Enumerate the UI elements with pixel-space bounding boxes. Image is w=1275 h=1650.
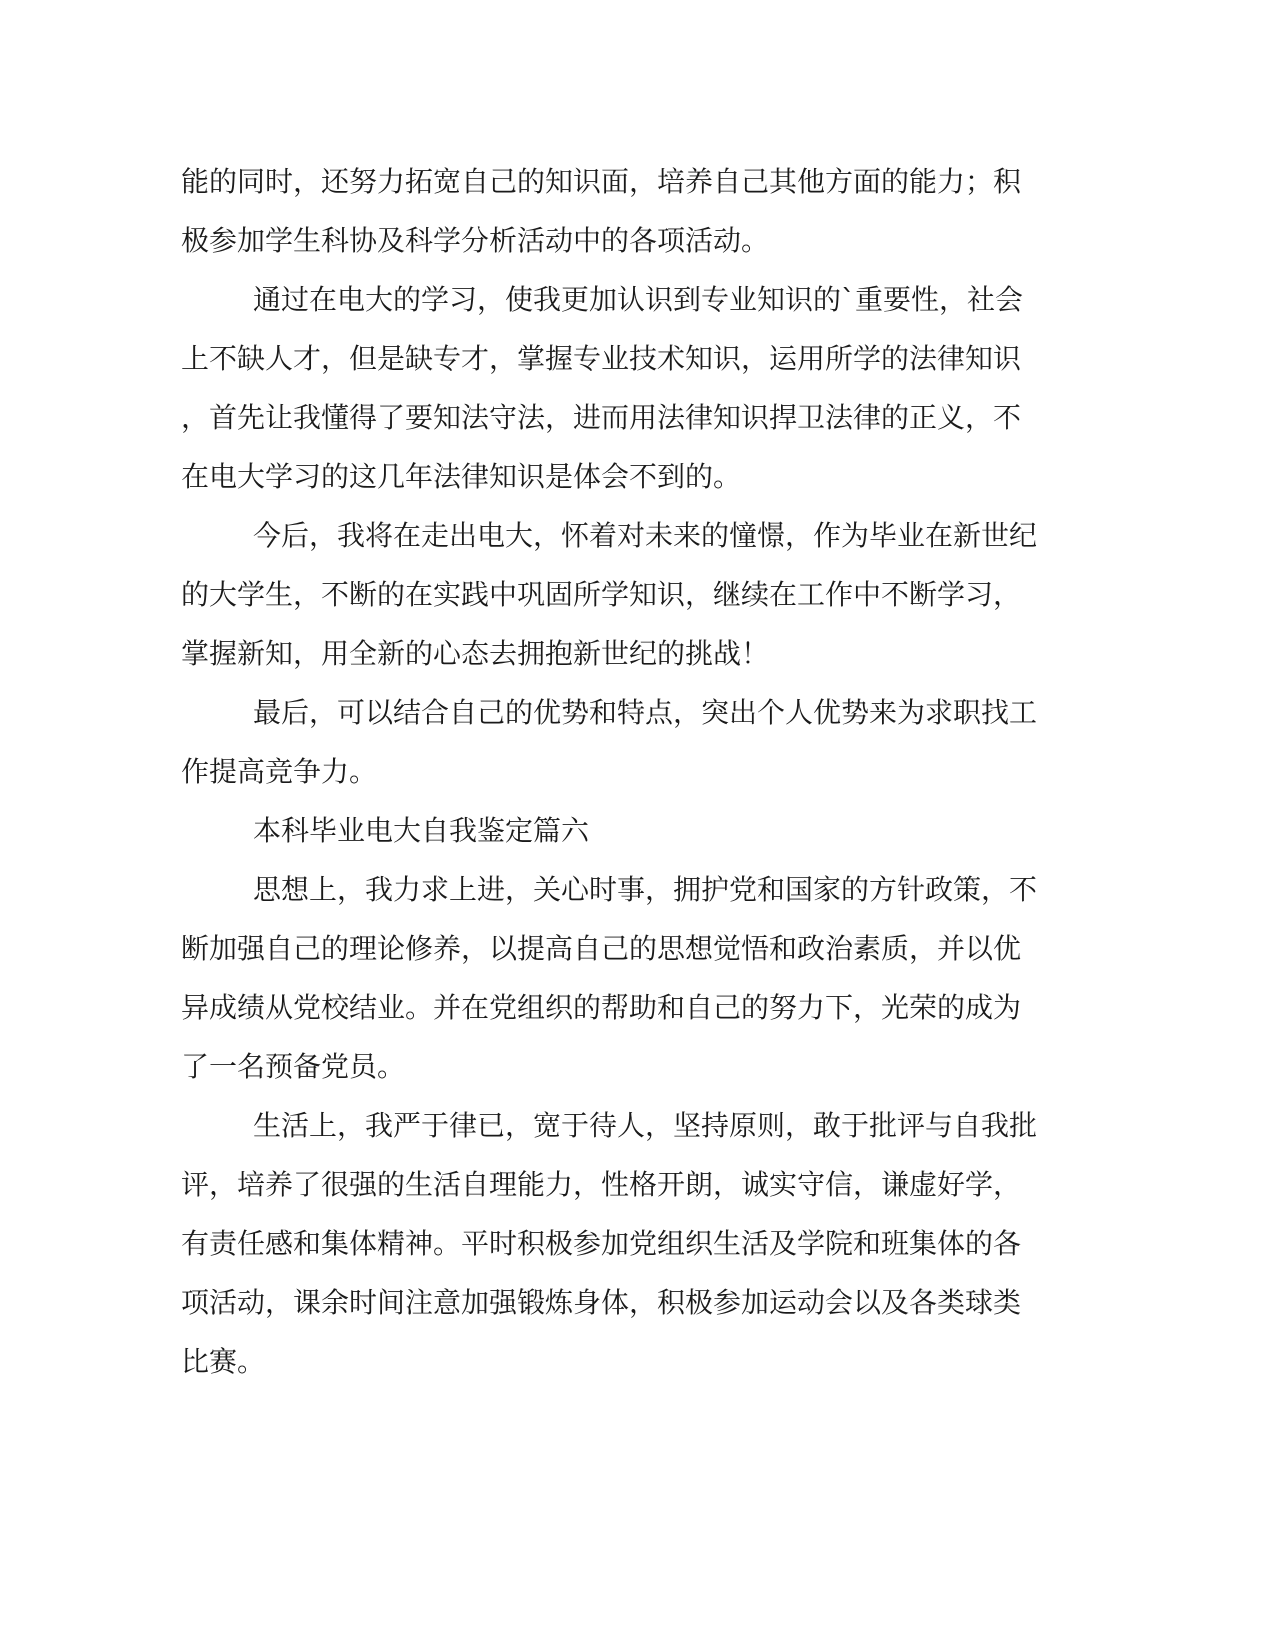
- text-line: 断加强自己的理论修养，以提高自己的思想觉悟和政治素质，并以优: [181, 932, 1022, 965]
- text-line: 最后，可以结合自己的优势和特点，突出个人优势来为求职找工: [253, 696, 1038, 729]
- paragraph-1: [181, 152, 1061, 270]
- text-line: 异成绩从党校结业。并在党组织的帮助和自己的努力下，光荣的成为: [181, 991, 1022, 1024]
- text-line: 作提高竞争力。: [181, 755, 378, 788]
- text-line: 项活动，课余时间注意加强锻炼身体，积极参加运动会以及各类球类: [181, 1286, 1022, 1319]
- text-line: 思想上，我力求上进，关心时事，拥护党和国家的方针政策，不: [253, 873, 1038, 906]
- paragraph-2: [181, 270, 1061, 506]
- text-line: 了一名预备党员。: [181, 1050, 406, 1083]
- paragraph-3: [181, 506, 1061, 683]
- paragraph-4: [181, 683, 1061, 801]
- section-heading: [181, 801, 1061, 860]
- text-line: 在电大学习的这几年法律知识是体会不到的。: [181, 460, 742, 493]
- text-line: 生活上，我严于律已，宽于待人，坚持原则，敢于批评与自我批: [253, 1109, 1038, 1142]
- text-line: 能的同时，还努力拓宽自己的知识面，培养自己其他方面的能力；积: [181, 165, 1022, 198]
- text-line: 评，培养了很强的生活自理能力，性格开朗，诚实守信，谦虚好学，: [181, 1168, 1022, 1201]
- text-line: 上不缺人才，但是缺专才，掌握专业技术知识，运用所学的法律知识: [181, 342, 1022, 375]
- paragraph-5: [181, 860, 1061, 1096]
- text-line: 比赛。: [181, 1345, 266, 1378]
- text-line: 有责任感和集体精神。平时积极参加党组织生活及学院和班集体的各: [181, 1227, 1022, 1260]
- text-line: ，首先让我懂得了要知法守法，进而用法律知识捍卫法律的正义，不: [181, 401, 1022, 434]
- text-line: 通过在电大的学习，使我更加认识到专业知识的`重要性，社会: [253, 283, 1024, 316]
- document-body: [181, 152, 1061, 1391]
- section-title: 本科毕业电大自我鉴定篇六: [253, 814, 590, 847]
- paragraph-6: [181, 1096, 1061, 1391]
- text-line: 极参加学生科协及科学分析活动中的各项活动。: [181, 224, 770, 257]
- text-line: 掌握新知，用全新的心态去拥抱新世纪的挑战！: [181, 637, 770, 670]
- text-line: 的大学生，不断的在实践中巩固所学知识，继续在工作中不断学习，: [181, 578, 1022, 611]
- text-line: 今后，我将在走出电大，怀着对未来的憧憬，作为毕业在新世纪: [253, 519, 1038, 552]
